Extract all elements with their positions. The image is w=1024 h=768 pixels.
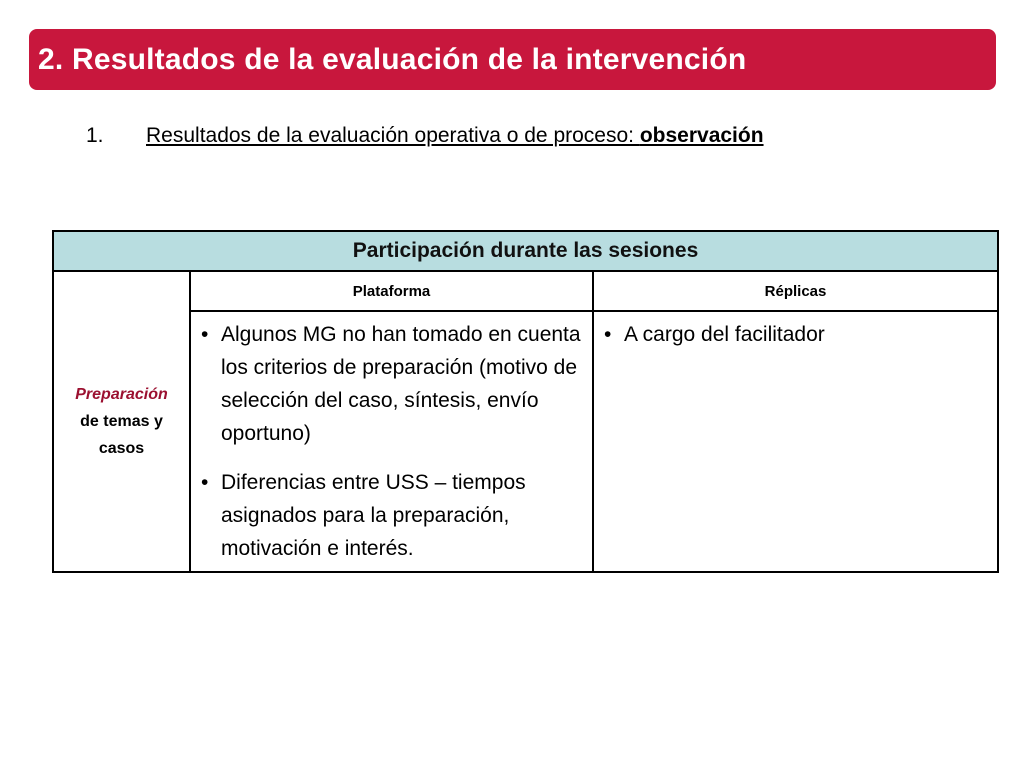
column-header-plataforma: Plataforma xyxy=(190,271,593,311)
bullet-icon: • xyxy=(201,323,209,346)
page-title: 2. Resultados de la evaluación de la intervención xyxy=(38,42,747,76)
participation-table xyxy=(52,230,999,573)
replicas-list xyxy=(602,318,989,351)
row-label xyxy=(53,271,190,572)
row-label-line-1: Preparación xyxy=(75,386,168,403)
replicas-cell xyxy=(593,311,998,572)
column-header-replicas: Réplicas xyxy=(593,271,998,311)
list-item xyxy=(602,318,989,351)
row-label-line-3: casos xyxy=(98,440,145,457)
subtitle-text: Resultados de la evaluación operativa o de proceso: xyxy=(146,124,640,147)
plataforma-list xyxy=(199,318,584,565)
bullet-icon: • xyxy=(604,323,612,346)
subtitle-emphasis: observación xyxy=(639,124,764,147)
row-label-line-2: de temas y xyxy=(80,413,163,430)
table-title: Participación durante las sesiones xyxy=(53,231,998,271)
title-bar xyxy=(29,29,996,90)
list-item-text: Diferencias entre USS – tiempos asignados para la preparación, motivación e interés. xyxy=(221,471,526,560)
list-item xyxy=(199,318,584,450)
bullet-icon: • xyxy=(201,471,209,494)
plataforma-cell xyxy=(190,311,593,572)
subtitle xyxy=(86,124,764,148)
subtitle-number: 1. xyxy=(86,124,104,147)
list-item-text: Algunos MG no han tomado en cuenta los criterios de preparación (motivo de selección del caso, síntesis, envío oportuno) xyxy=(221,323,581,445)
list-item xyxy=(199,466,584,565)
list-item-text: A cargo del facilitador xyxy=(624,323,825,346)
